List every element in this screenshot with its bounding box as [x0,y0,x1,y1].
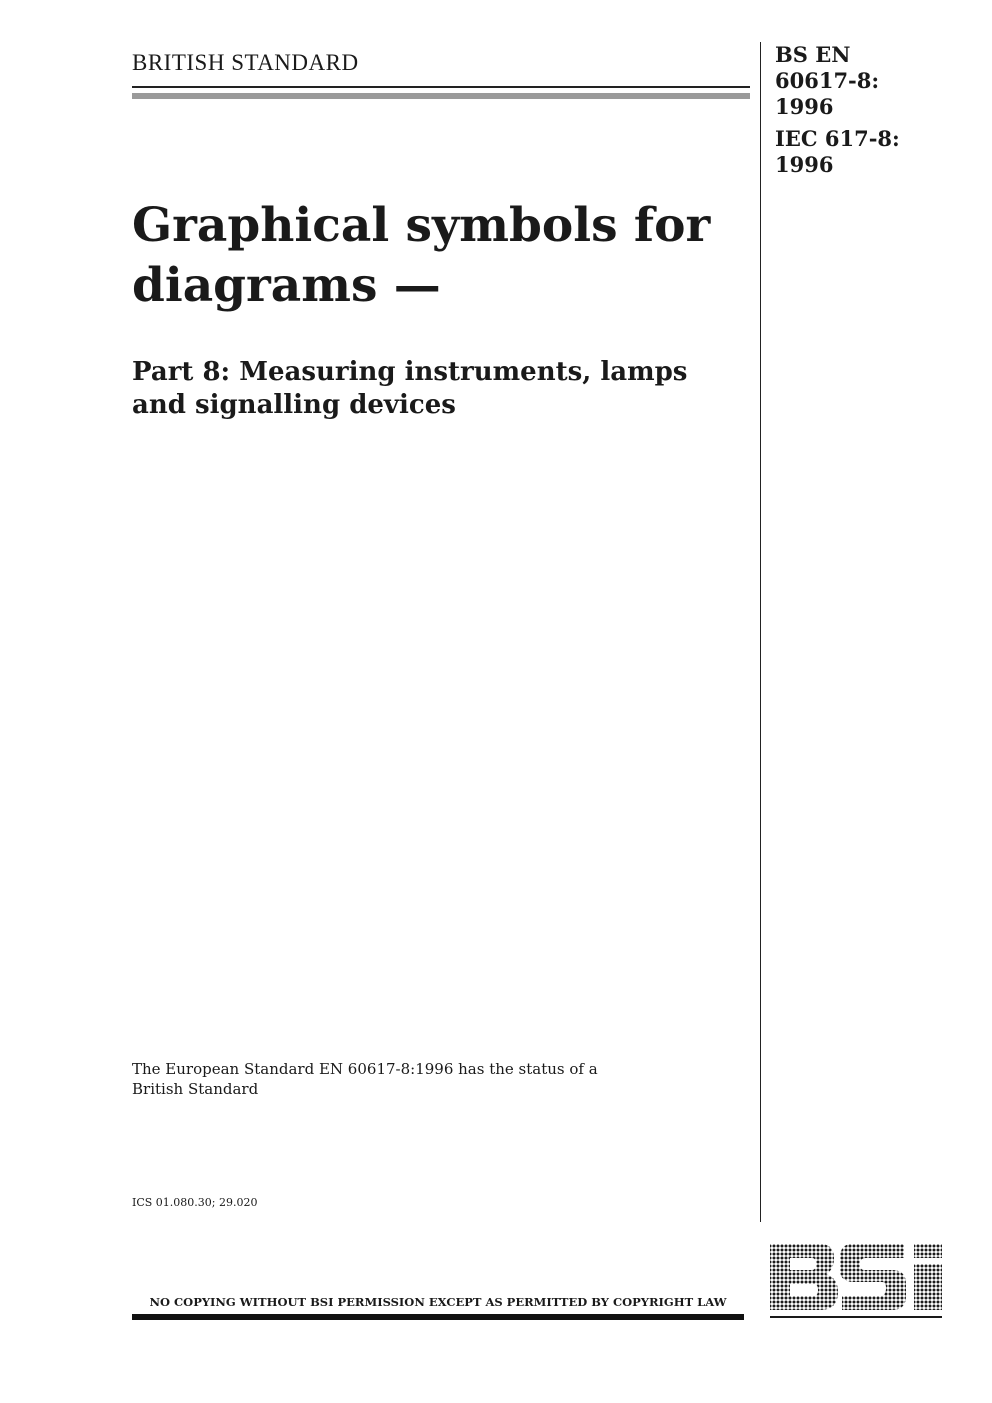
status-note [132,1059,652,1099]
header-rule-thick [132,93,750,99]
subtitle-line: Part 8: Measuring instruments, lamps [132,357,688,387]
column-divider [760,42,761,1222]
standard-numbers [775,42,975,178]
title-line: diagrams — [132,258,441,313]
standard-number-line: 60617-8: [775,68,880,93]
standard-number-line: 1996 [775,94,834,119]
copyright-notice: NO COPYING WITHOUT BSI PERMISSION EXCEPT AS PERMITTED BY COPYRIGHT LAW [149,1295,727,1309]
footer-rule [132,1314,744,1320]
standard-number-line: BS EN [775,42,851,67]
standard-number-line: IEC 617-8: [775,126,900,151]
document-subtitle [132,356,752,422]
document-series-label: BRITISH STANDARD [132,50,359,75]
status-note-line: The European Standard EN 60617-8:1996 has the status of a [132,1060,598,1078]
header-rule-thin [132,86,750,88]
document-title [132,196,752,316]
standard-number-line: 1996 [775,152,834,177]
subtitle-line: and signalling devices [132,390,456,420]
ics-code: ICS 01.080.30; 29.020 [132,1196,258,1209]
title-line: Graphical symbols for [132,198,711,253]
bsi-logo-icon [768,1240,946,1322]
status-note-line: British Standard [132,1080,259,1098]
